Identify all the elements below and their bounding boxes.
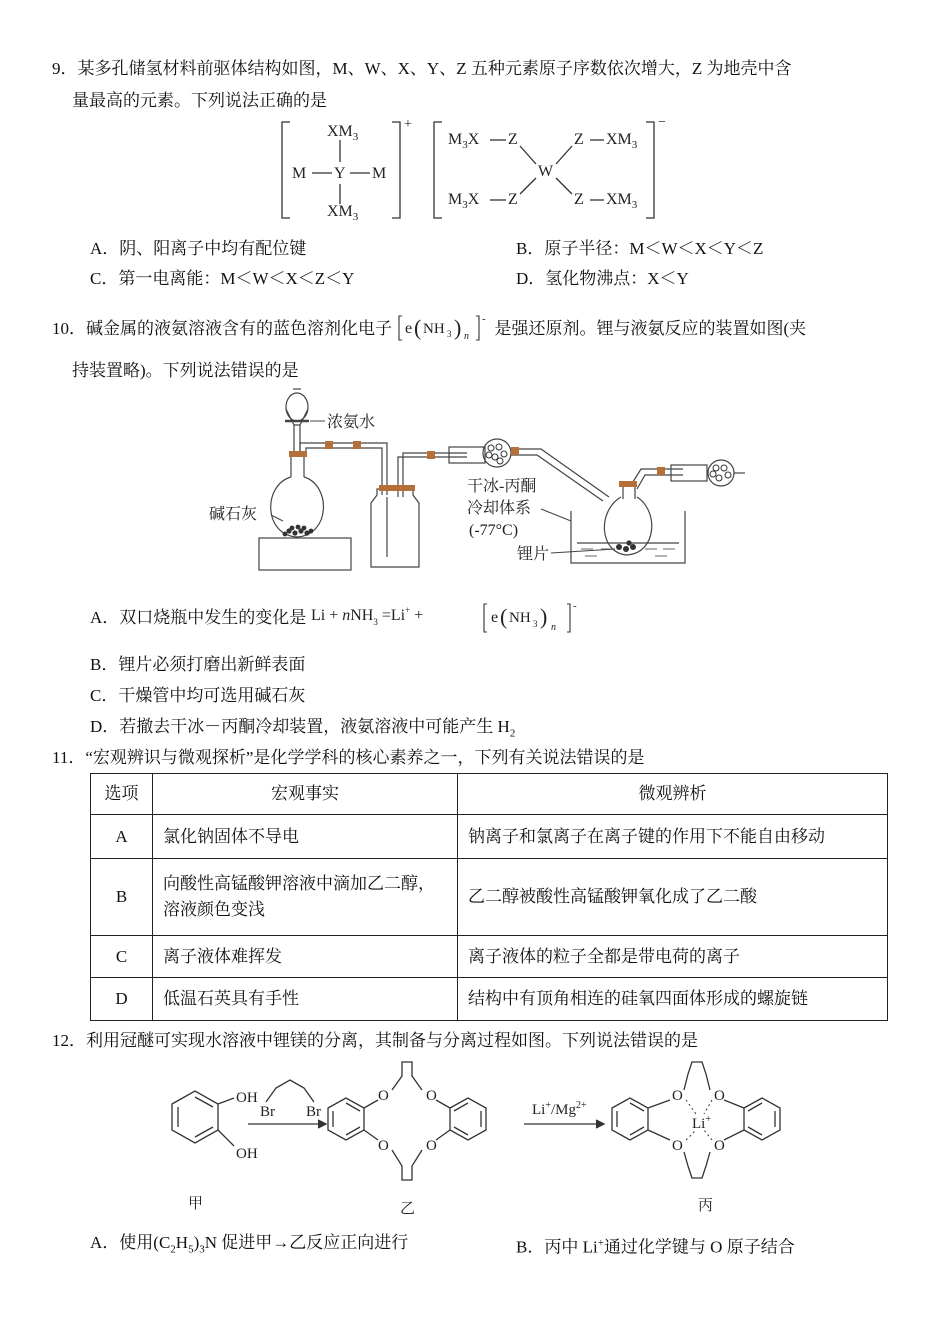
q12-o-2: O xyxy=(426,1088,437,1104)
q9-anion-z-top-right: Z xyxy=(574,131,584,148)
table-cell-macro: 离子液体难挥发 xyxy=(153,936,458,978)
q10-option-d-text: D．若撤去干冰－丙酮冷却装置，液氨溶液中可能产生 H xyxy=(90,717,510,736)
q10-label-ammonia: 浓氨水 xyxy=(327,414,376,431)
q9-cation-top-group: $XM_3$ xyxy=(327,123,359,143)
q12-option-b-sup: + xyxy=(597,1237,604,1249)
svg-text:n: n xyxy=(550,622,556,633)
table-cell-micro: 结构中有顶角相连的硅氧四面体形成的螺旋链 xyxy=(458,978,888,1021)
q10-apparatus-diagram xyxy=(205,385,750,575)
q12-bing-o-1: O xyxy=(672,1088,683,1104)
svg-text:NH: NH xyxy=(423,321,445,337)
q9-anion-xm3-bottom: $XM_3$ xyxy=(606,191,638,211)
q9-anion-m3x-top: $M_3X$ xyxy=(448,131,480,151)
table-header-macro: 宏观事实 xyxy=(153,774,458,815)
table-row xyxy=(91,978,888,1021)
q9-cation-bottom-group: $XM_3$ xyxy=(327,203,359,223)
q10-option-c[interactable]: C．干燥管中均可选用碱石灰 xyxy=(90,686,306,705)
svg-text:e: e xyxy=(490,609,498,626)
q12-label-yi: 乙 xyxy=(400,1201,416,1217)
q9-stem-line2: 量最高的元素。下列说法正确的是 xyxy=(72,91,327,110)
q10-option-d[interactable] xyxy=(90,716,515,744)
table-header-option: 选项 xyxy=(91,774,153,815)
q12-br-left: Br xyxy=(260,1104,275,1120)
q10-stem-post: 是强还原剂。锂与液氨反应的装置如图(夹 xyxy=(494,319,807,338)
q9-cation-left-m: M xyxy=(292,165,307,182)
q10-stem-line1 xyxy=(52,314,806,342)
q12-option-a-1: A．使用(C xyxy=(90,1233,171,1252)
q12-option-a-3: ) xyxy=(193,1233,200,1252)
q12-label-bing: 丙 xyxy=(698,1198,714,1214)
q9-anion-xm3-top: $XM_3$ xyxy=(606,131,638,151)
svg-text:Li + nNH3 =Li+ +: Li + nNH$_3$ =Li+ + xyxy=(310,605,423,627)
svg-text:): ) xyxy=(454,315,462,340)
q10-option-a[interactable] xyxy=(90,600,591,636)
svg-text:n: n xyxy=(464,331,470,342)
svg-text:NH: NH xyxy=(508,610,531,626)
q9-anion-z-bottom-left: Z xyxy=(508,191,518,208)
q10-option-a-text: A．双口烧瓶中发生的变化是 xyxy=(90,608,307,627)
q12-option-a-s1: 2 xyxy=(170,1243,176,1256)
q12-o-3: O xyxy=(378,1138,389,1154)
q12-bing-o-2: O xyxy=(714,1088,725,1104)
q9-anion-charge: − xyxy=(658,115,666,130)
q10-label-cooling-1: 干冰-丙酮 xyxy=(467,478,537,495)
table-cell-micro: 乙二醇被酸性高锰酸钾氧化成了乙二酸 xyxy=(458,859,888,936)
q12-option-a-s2: 5 xyxy=(188,1243,194,1256)
q12-stem: 12．利用冠醚可实现水溶液中锂镁的分离，其制备与分离过程如图。下列说法错误的是 xyxy=(52,1031,698,1050)
table-header-row xyxy=(91,774,888,815)
q10-stem-line2: 持装置略)。下列说法错误的是 xyxy=(72,361,299,380)
q10-label-cooling-3: (-77°C) xyxy=(469,522,519,539)
q12-reaction-scheme xyxy=(140,1058,820,1223)
svg-text:e: e xyxy=(405,320,413,337)
q12-br-right: Br xyxy=(306,1104,321,1120)
q12-li-ion: Li+ xyxy=(692,1114,711,1132)
q12-option-a-4: N 促进甲→乙反应正向进行 xyxy=(204,1233,409,1252)
q9-structure-diagram xyxy=(270,112,680,224)
q10-label-cooling-2: 冷却体系 xyxy=(467,500,532,517)
q12-oh-top: OH xyxy=(236,1090,258,1106)
q10-option-a-equation xyxy=(311,600,591,636)
q9-anion-center-w: W xyxy=(538,163,554,180)
q10-option-d-sub: 2 xyxy=(509,727,516,740)
q9-anion-m3x-bottom: $M_3X$ xyxy=(448,191,480,211)
q9-cation-charge: + xyxy=(404,117,412,132)
q10-label-soda-lime: 碱石灰 xyxy=(209,506,258,523)
q9-option-c[interactable]: C．第一电离能：M＜W＜X＜Z＜Y xyxy=(90,269,355,288)
table-cell-micro: 钠离子和氯离子在离子键的作用下不能自由移动 xyxy=(458,815,888,859)
table-row xyxy=(91,815,888,859)
q9-cation-right-m: M xyxy=(372,165,387,182)
q9-stem-line1: 9．某多孔储氢材料前驱体结构如图，M、W、X、Y、Z 五种元素原子序数依次增大，Z 为地壳中含 xyxy=(52,59,792,78)
q9-anion-z-bottom-right: Z xyxy=(574,191,584,208)
q11-table xyxy=(90,773,888,1021)
table-cell-macro: 低温石英具有手性 xyxy=(153,978,458,1021)
q9-cation-center-y: Y xyxy=(334,165,346,182)
q12-option-a-s3: 3 xyxy=(199,1243,205,1256)
table-header-micro: 微观辨析 xyxy=(458,774,888,815)
q12-option-b-2: 通过化学键与 O 原子结合 xyxy=(603,1237,795,1257)
q9-option-a[interactable]: A．阴、阳离子中均有配位键 xyxy=(90,239,307,258)
q12-bing-o-3: O xyxy=(672,1138,683,1154)
svg-text:(: ( xyxy=(499,604,507,629)
q12-label-jia: 甲 xyxy=(188,1196,204,1212)
table-cell-option: B xyxy=(91,859,153,936)
q12-option-a[interactable] xyxy=(90,1232,408,1260)
q10-label-lithium: 锂片 xyxy=(517,546,550,563)
q12-o-1: O xyxy=(378,1088,389,1104)
q9-option-d[interactable]: D．氢化物沸点：X＜Y xyxy=(516,269,689,288)
q10-solvated-electron-formula xyxy=(396,314,490,342)
table-cell-option: A xyxy=(91,815,153,859)
q12-oh-bottom: OH xyxy=(236,1146,258,1162)
svg-text:-: - xyxy=(572,600,577,612)
table-cell-option: D xyxy=(91,978,153,1021)
q10-option-b[interactable]: B．锂片必须打磨出新鲜表面 xyxy=(90,655,306,674)
q12-option-a-2: H xyxy=(175,1233,189,1252)
table-cell-macro: 氯化钠固体不导电 xyxy=(153,815,458,859)
q9-option-b[interactable]: B．原子半径：M＜W＜X＜Y＜Z xyxy=(516,239,764,258)
svg-text:3: 3 xyxy=(447,329,452,339)
q12-o-4: O xyxy=(426,1138,437,1154)
q12-reagent: $Li^+/Mg^{2+}$ xyxy=(532,1100,587,1118)
table-row xyxy=(91,936,888,978)
table-cell-micro: 离子液体的粒子全都是带电荷的离子 xyxy=(458,936,888,978)
table-cell-option: C xyxy=(91,936,153,978)
svg-text:3: 3 xyxy=(532,619,538,629)
q11-stem: 11．“宏观辨识与微观探析”是化学学科的核心素养之一，下列有关说法错误的是 xyxy=(52,748,645,767)
q12-option-b[interactable] xyxy=(516,1232,795,1259)
q9-anion-z-top-left: Z xyxy=(508,131,518,148)
q12-bing-o-4: O xyxy=(714,1138,725,1154)
svg-text:(: ( xyxy=(414,315,422,340)
table-row xyxy=(91,859,888,936)
q10-stem-pre: 10．碱金属的液氨溶液含有的蓝色溶剂化电子 xyxy=(52,319,392,338)
svg-text:): ) xyxy=(539,604,547,629)
svg-text:-: - xyxy=(482,314,486,325)
table-cell-macro: 向酸性高锰酸钾溶液中滴加乙二醇，溶液颜色变浅 xyxy=(153,859,458,936)
q12-option-b-1: B．丙中 Li xyxy=(516,1237,598,1257)
